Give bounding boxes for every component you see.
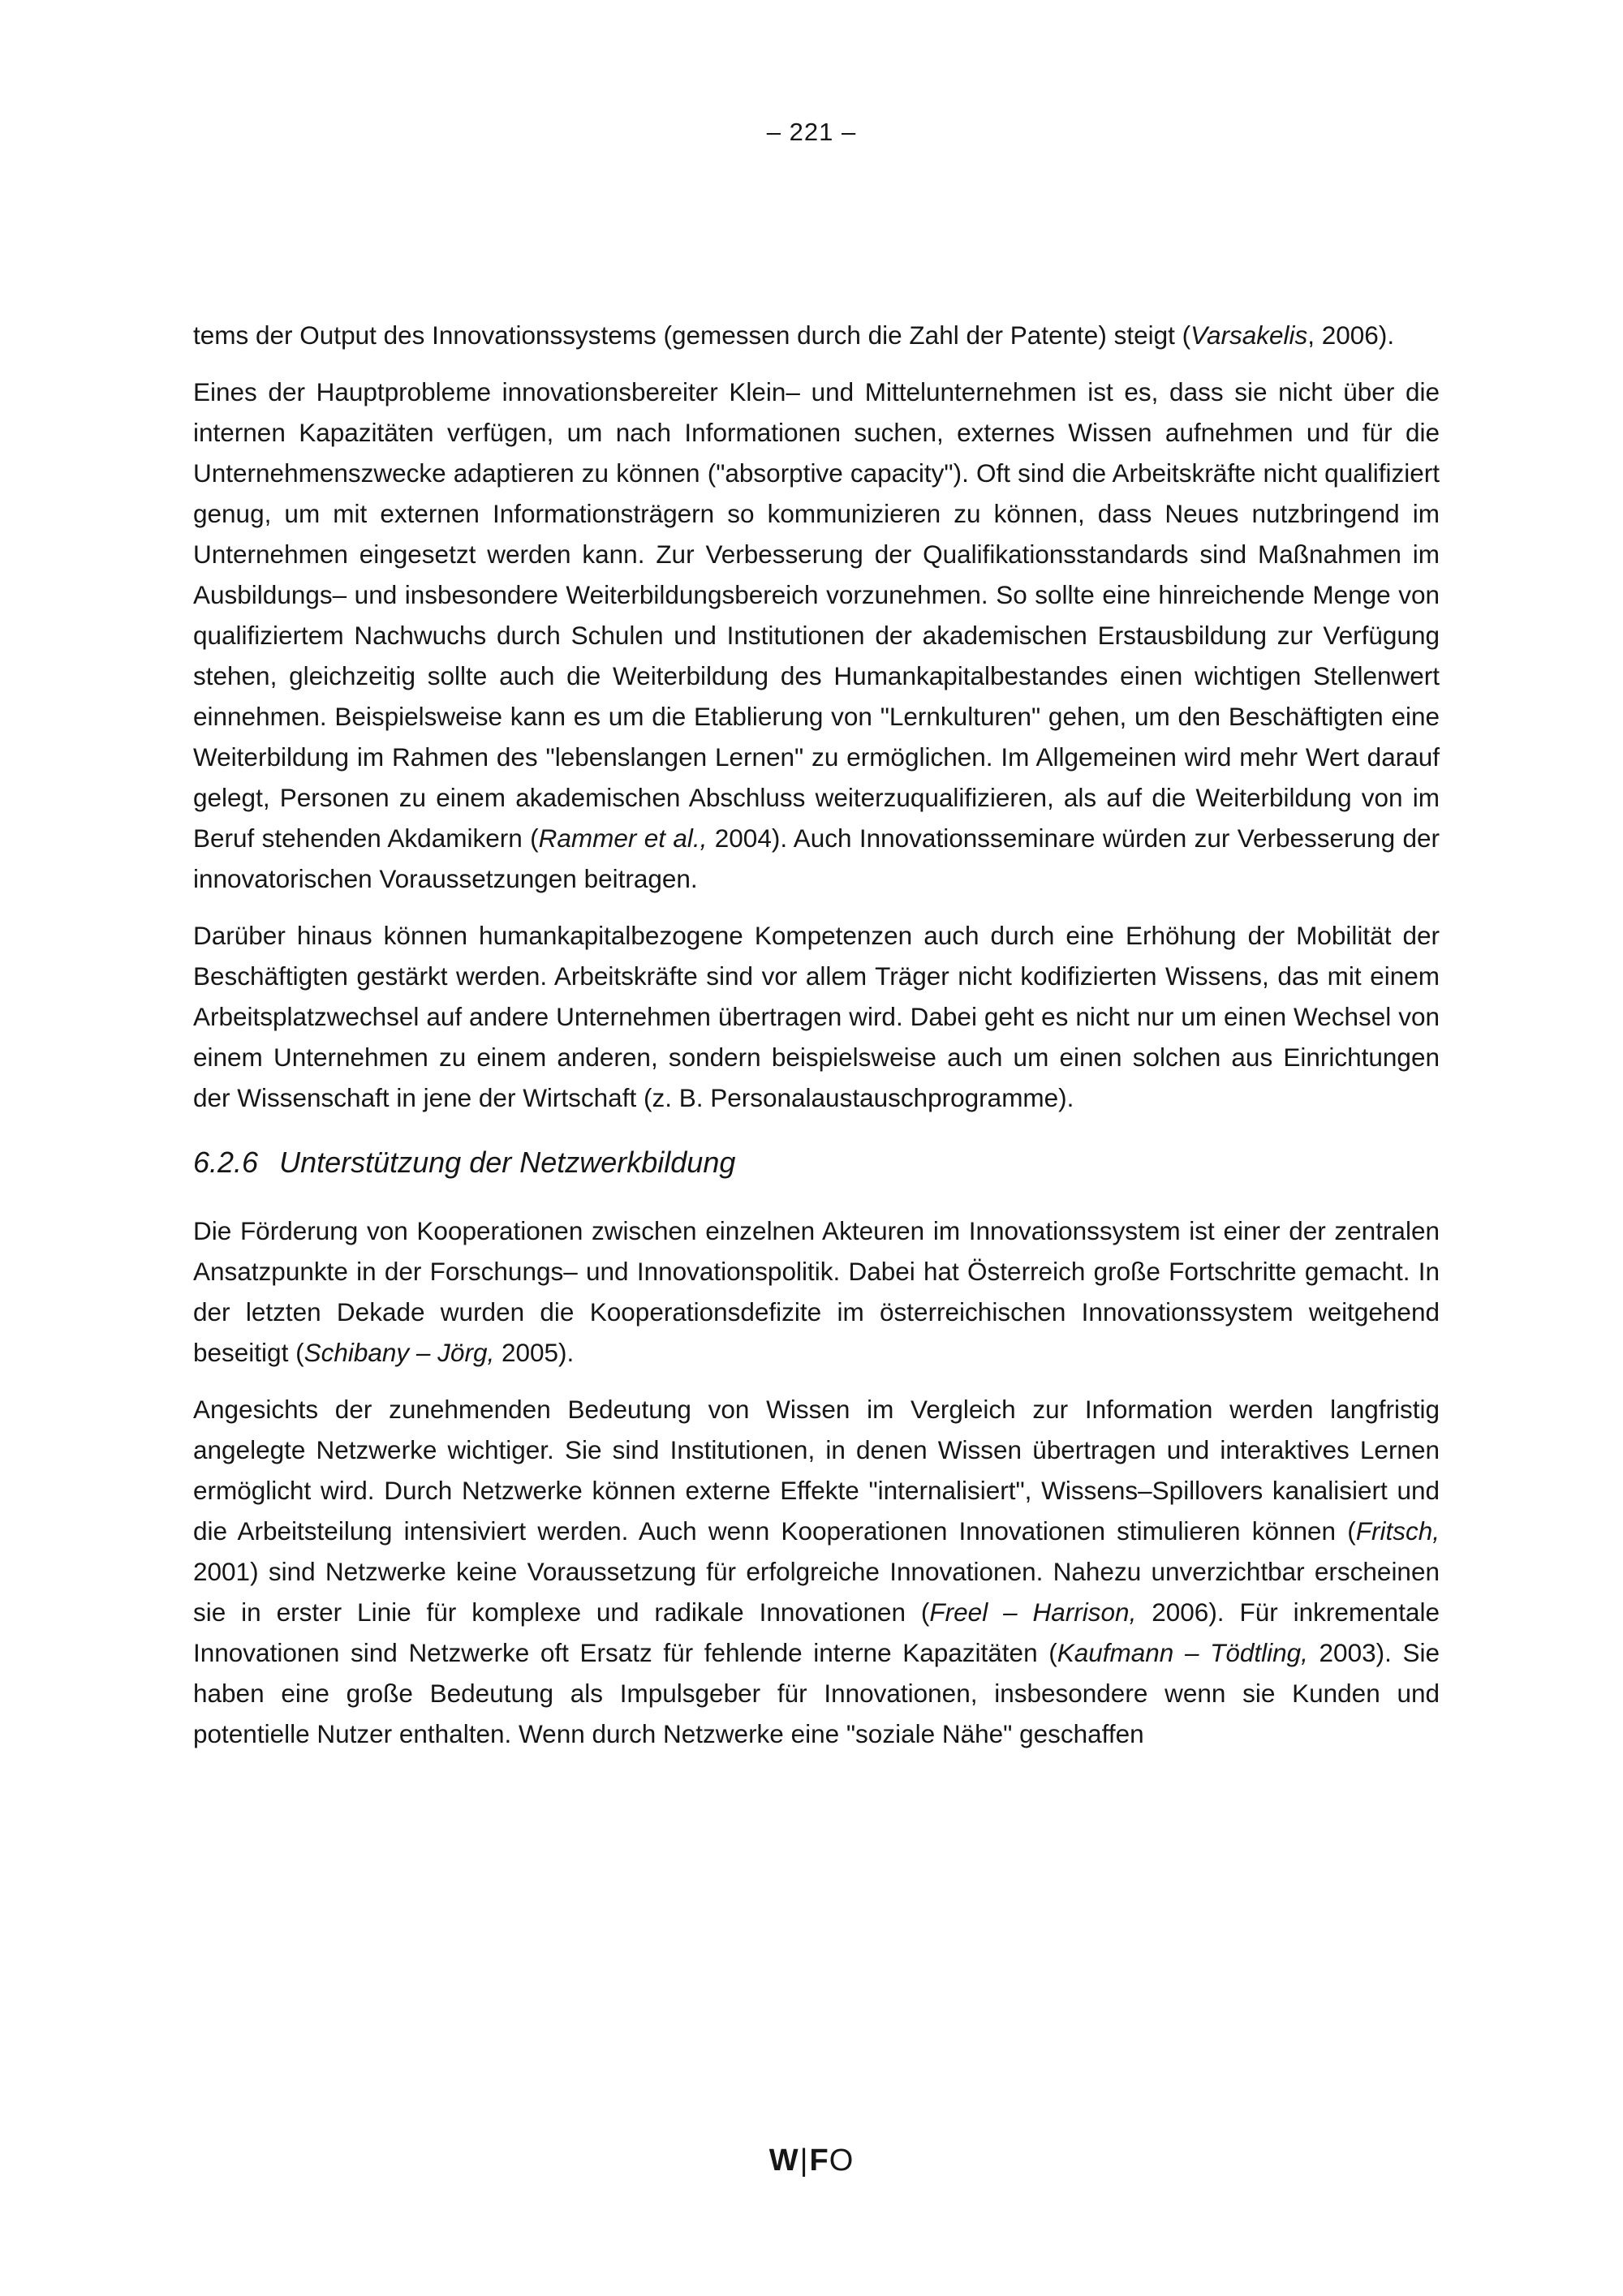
paragraph-3 [193, 915, 1440, 1118]
section-number: 6.2.6 [193, 1146, 259, 1179]
paragraph-2 [193, 372, 1440, 899]
citation: Schibany – Jörg, [304, 1338, 495, 1367]
paragraph-text: Darüber hinaus können humankapitalbezogene Kompetenzen auch durch eine Erhöhung der Mobilität der Beschäftigten gestärkt werden. Arbeitskräfte sind vor allem Träger nicht kodifizierten Wissens, das mit einem Arbeitsplatzwechsel auf andere Unternehmen übertragen wird. Dabei geht es nicht nur um einen Wechsel von einem Unternehmen zu einem anderen, sondern beispielsweise auch um einen solchen aus Einrichtungen der Wissenschaft in jene der Wirtschaft (z. B. Personalaustauschprogramme). [193, 921, 1440, 1112]
paragraph-1 [193, 315, 1440, 355]
paragraph-text: , 2006). [1307, 320, 1395, 350]
paragraph-text: Angesichts der zunehmenden Bedeutung von Wissen im Vergleich zur Information werden langfristig angelegte Netzwerke wichtiger. Sie sind Institutionen, in denen Wissen übertragen und interaktives Lernen ermöglicht wird. Durch Netzwerke können externe Effekte "internalisiert", Wissens–Spillovers kanalisiert und die Arbeitsteilung intensiviert werden. Auch wenn Kooperationen Innovationen stimulieren können ( [193, 1395, 1440, 1546]
paragraph-text: 2005). [494, 1338, 575, 1367]
logo-letter-w: W [768, 2143, 799, 2178]
paragraph-5 [193, 1389, 1440, 1754]
paragraph-text: tems der Output des Innovationssystems (gemessen durch die Zahl der Patente) steigt ( [193, 320, 1191, 350]
paragraph-text: 2004). Auch Innovationsseminare würden zur Verbesserung der innovatorischen Voraussetzungen beitragen. [193, 823, 1440, 893]
section-heading [193, 1142, 1440, 1183]
citation: Fritsch, [1355, 1516, 1440, 1546]
citation: Varsakelis [1190, 320, 1308, 350]
logo-separator: | [799, 2143, 809, 2178]
citation: Rammer et al., [538, 823, 708, 853]
body-text [193, 315, 1440, 1770]
section-title: Unterstützung der Netzwerkbildung [279, 1146, 736, 1179]
citation: Kaufmann – Tödtling, [1057, 1638, 1308, 1667]
paragraph-4 [193, 1210, 1440, 1373]
paragraph-text: Die Förderung von Kooperationen zwischen einzelnen Akteuren im Innovationssystem ist einer der zentralen Ansatzpunkte in der Forschungs– und Innovationspolitik. Dabei hat Österreich große Fortschritte gemacht. In der letzten Dekade wurden die Kooperationsdefizite im österreichischen Innovationssystem weitgehend beseitigt ( [193, 1216, 1440, 1367]
citation: Freel – Harrison, [929, 1597, 1137, 1627]
paragraph-text: 2001) sind Netzwerke keine Voraussetzung für erfolgreiche Innovationen. Nahezu unverzichtbar erscheinen sie in erster Linie für komplexe und radikale Innovationen ( [193, 1557, 1440, 1627]
wifo-logo [0, 2143, 1623, 2178]
paragraph-text: 2003). Sie haben eine große Bedeutung als Impulsgeber für Innovationen, insbesondere wenn sie Kunden und potentielle Nutzer enthalten. Wenn durch Netzwerke eine "soziale Nähe" geschaffen [193, 1638, 1440, 1748]
logo-letter-o: O [829, 2143, 855, 2178]
paragraph-text: 2006). Für inkrementale Innovationen sind Netzwerke oft Ersatz für fehlende interne Kapazitäten ( [193, 1597, 1440, 1667]
logo-letter-f: F [809, 2143, 829, 2178]
paragraph-text: Eines der Hauptprobleme innovationsbereiter Klein– und Mittelunternehmen ist es, dass sie nicht über die internen Kapazitäten verfügen, um nach Informationen suchen, externes Wissen aufnehmen und für die Unternehmenszwecke adaptieren zu können ("absorptive capacity"). Oft sind die Arbeitskräfte nicht qualifiziert genug, um mit externen Informationsträgern so kommunizieren zu können, dass Neues nutzbringend im Unternehmen eingesetzt werden kann. Zur Verbesserung der Qualifikationsstandards sind Maßnahmen im Ausbildungs– und insbesondere Weiterbildungsbereich vorzunehmen. So sollte eine hinreichende Menge von qualifiziertem Nachwuchs durch Schulen und Institutionen der akademischen Erstausbildung zur Verfügung stehen, gleichzeitig sollte auch die Weiterbildung des Humankapitalbestandes einen wichtigen Stellenwert einnehmen. Beispielsweise kann es um die Etablierung von "Lernkulturen" gehen, um den Beschäftigten eine Weiterbildung im Rahmen des "lebenslangen Lernen" zu ermöglichen. Im Allgemeinen wird mehr Wert darauf gelegt, Personen zu einem akademischen Abschluss weiterzuqualifizieren, als auf die Weiterbildung von im Beruf stehenden Akdamikern ( [193, 377, 1440, 853]
page-number: – 221 – [766, 118, 857, 146]
